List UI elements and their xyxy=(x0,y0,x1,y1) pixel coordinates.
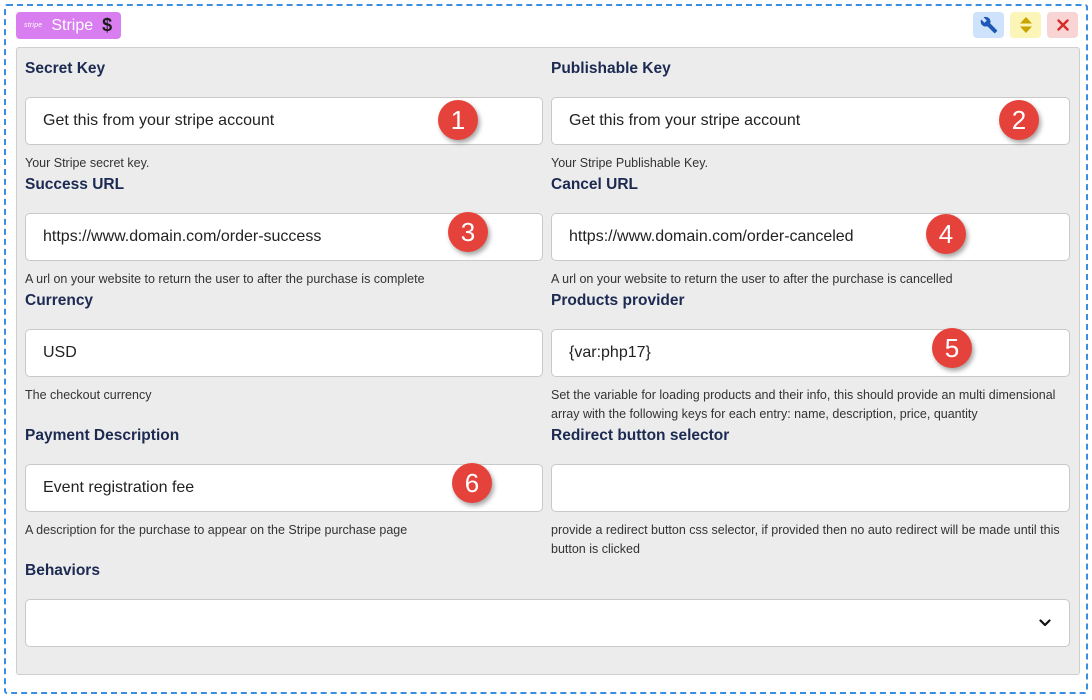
cancel-url-input[interactable] xyxy=(551,213,1070,261)
behaviors-select[interactable] xyxy=(25,599,1070,647)
marker-3: 3 xyxy=(448,212,488,252)
remove-button[interactable] xyxy=(1047,12,1078,38)
redirect-button-selector-field xyxy=(551,426,1070,559)
publishable-key-label: Publishable Key xyxy=(551,60,671,77)
cancel-url-field xyxy=(551,175,1070,289)
marker-1: 1 xyxy=(438,100,478,140)
behaviors-field xyxy=(25,561,1070,647)
success-url-input[interactable] xyxy=(25,213,543,261)
payment-description-field xyxy=(25,426,543,540)
currency-help: The checkout currency xyxy=(25,388,152,402)
currency-input[interactable] xyxy=(25,329,543,377)
reorder-button[interactable] xyxy=(1010,12,1041,38)
payment-description-help: A description for the purchase to appear on the Stripe purchase page xyxy=(25,523,408,537)
cancel-url-label: Cancel URL xyxy=(551,176,638,193)
chevron-down-icon xyxy=(1039,619,1051,627)
marker-6: 6 xyxy=(452,463,492,503)
publishable-key-help: Your Stripe Publishable Key. xyxy=(551,156,709,170)
cancel-url-value: https://www.domain.com/order-canceled xyxy=(569,228,854,245)
publishable-key-value: Get this from your stripe account xyxy=(569,112,801,129)
block-toolbar xyxy=(973,12,1078,38)
success-url-label: Success URL xyxy=(25,176,125,193)
stripe-badge xyxy=(16,12,121,39)
currency-value: USD xyxy=(43,344,77,361)
products-provider-help: Set the variable for loading products and their info, this should provide an multi dimensional array with the following keys for each entry: name, description, price, quantity xyxy=(551,388,1056,421)
redirect-button-selector-help: provide a redirect button css selector, if provided then no auto redirect will be made until this button is clicked xyxy=(551,523,1060,556)
settings-panel xyxy=(16,47,1080,675)
cancel-url-help: A url on your website to return the user to after the purchase is cancelled xyxy=(551,272,953,286)
stripe-logo: stripe xyxy=(24,22,43,29)
close-icon xyxy=(1057,19,1069,31)
marker-5: 5 xyxy=(932,328,972,368)
publishable-key-field xyxy=(551,59,1070,173)
products-provider-field xyxy=(551,291,1070,424)
behaviors-label: Behaviors xyxy=(25,562,100,579)
payment-description-value: Event registration fee xyxy=(43,479,195,496)
success-url-field xyxy=(25,175,543,289)
secret-key-field xyxy=(25,59,543,173)
secret-key-input[interactable] xyxy=(25,97,543,145)
products-provider-input[interactable] xyxy=(551,329,1070,377)
payment-description-input[interactable] xyxy=(25,464,543,512)
payment-description-label: Payment Description xyxy=(25,427,180,444)
products-provider-value: {var:php17} xyxy=(569,344,651,361)
settings-button[interactable] xyxy=(973,12,1004,38)
dollar-icon: $ xyxy=(102,15,113,35)
currency-field xyxy=(25,291,543,405)
redirect-button-selector-input[interactable] xyxy=(551,464,1070,512)
secret-key-value: Get this from your stripe account xyxy=(43,112,275,129)
secret-key-help: Your Stripe secret key. xyxy=(25,156,150,170)
redirect-button-selector-label: Redirect button selector xyxy=(551,427,730,444)
publishable-key-input[interactable] xyxy=(551,97,1070,145)
products-provider-label: Products provider xyxy=(551,292,685,309)
block-title: Stripe xyxy=(51,16,94,34)
success-url-value: https://www.domain.com/order-success xyxy=(43,228,322,245)
secret-key-label: Secret Key xyxy=(25,60,106,77)
wrench-icon xyxy=(980,16,998,34)
success-url-help: A url on your website to return the user to after the purchase is complete xyxy=(25,272,425,286)
sort-icon xyxy=(1019,16,1033,34)
marker-2: 2 xyxy=(999,100,1039,140)
currency-label: Currency xyxy=(25,292,94,309)
marker-4: 4 xyxy=(926,214,966,254)
